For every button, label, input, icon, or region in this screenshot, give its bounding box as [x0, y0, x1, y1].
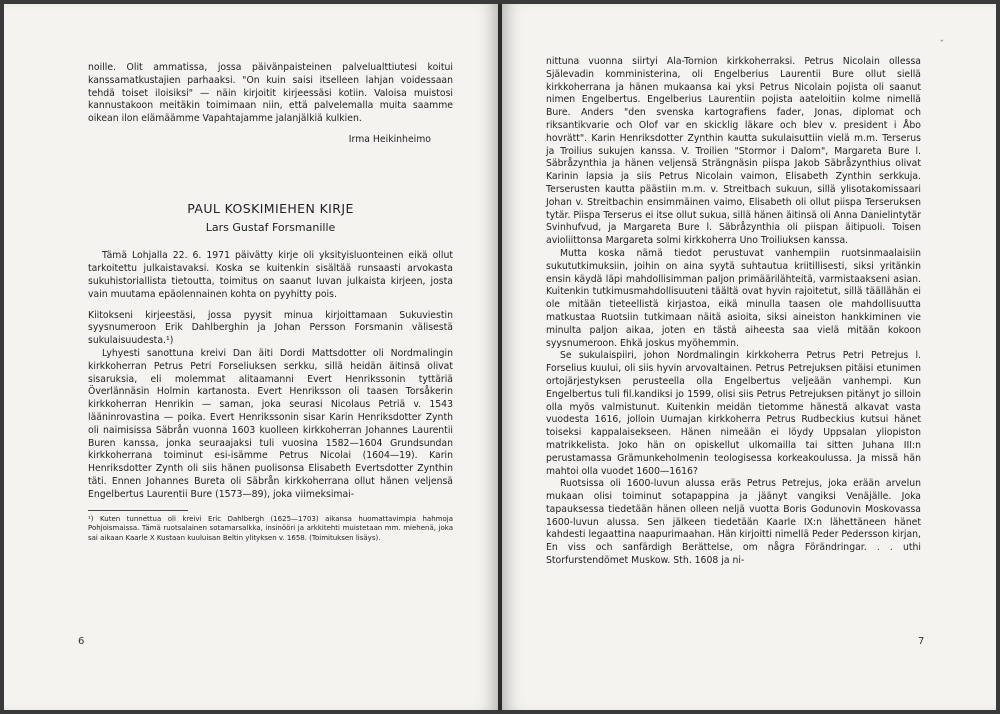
page-number: 7 [918, 636, 925, 647]
body-paragraph: Lyhyesti sanottuna kreivi Dan äiti Dordi Mattsdotter oli Nordmalingin kirkkoherran Petrus Petri Forseliuksen serkku, sillä heidän äitinsä olivat sisaruksia, eli molemmat alitaamanni Evert Henrikssonin tyttäriä Överlännäsin Holmin kartanosta. Evert Henriksson oli taasen Torsåkerin kirkkoherran Henrikin — saman, joka seurasi Nicolaus Petriä v. 1543 lääninrovastina — poika. Evert Henrikssonin sisar Karin Henriksdotter Zynth oli naimisissa Säbrån vuonna 1603 kuolleen kirkkoherran Johannes Laurentii Buren kanssa, jonka seuraajaksi tuli vuosina 1582—1604 Grundsundan kirkkoherrana toiminut esi-isämme Petrus Nicolai (1604—19). Karin Henriksdotter Zynth oli siis hänen puolisonsa Elisabeth Evertsdotter Zynthin täti. Ennen Johannes Bureta oli Säbrån kirkkoherrana ollut hänen veljensä Engelbertus Laurentii Bure (1573—89), joka viimeksimai- [88, 347, 453, 500]
body-paragraph: Tämä Lohjalla 22. 6. 1971 päivätty kirje oli yksityisluonteinen eikä ollut tarkoitettu julkaistavaksi. Koska se kuitenkin sisältää runsaasti arvokasta sukuhistoriallista tietoutta, toimitus on saanut luvan julkaista kirjeen, josta vain muutama epäolennainen kohta on pyyhitty pois. [88, 250, 453, 300]
left-page [4, 4, 498, 710]
body-paragraph: Se sukulaispiiri, johon Nordmalingin kirkkoherra Petrus Petri Petrejus l. Forselius kuului, oli siis hyvin arvovaltainen. Petrus Petrejuksen pitäisi etunimen ortojärjestyksen perusteella olla Engelbertus veljeään vanhempi. Kun Engelbertus tuli fil.kandiksi jo 1599, olisi siis Petrus Petrejuksen pitänyt jo silloin olla myös valmistunut. Kuitenkin meidän tietomme hänestä alkavat vasta vuodesta 1616, jolloin Uumajan kirkkoherra Petrus Rudbeckius kutsui hänet toiseksi kappalaisekseen. Hänen nimeään ei löydy Uppsalan yliopiston matrikkelista. Joko hän on opiskellut ulkomailla tai sitten Juhana III:n perustamassa Grämunkeholmenin teologisessa korkeakoulussa. Ja missä hän mahtoi olla vuodet 1600—1616? [546, 350, 921, 477]
article-author: Lars Gustaf Forsmanille [205, 220, 336, 234]
body-paragraph: nittuna vuonna siirtyi Ala-Tornion kirkkoherraksi. Petrus Nicolain ollessa Själevadin komministerina, oli Engelberius Laurentii Bure ollut siellä kirkkoherrana ja hänen mukaansa kai yksi Petrus Nicolain pojista oli saanut nimen Engelbertus. Engelberius Laurentiin pojista aateloitiin kolme nimellä Bure. Anders "den svenska kartografiens fader, Jonas, diplomat och riksantikvarie och Olof var en skicklig läkare och blev v. president i Åbo hovrätt". Karin Henriksdotter Zynthin kautta sukulaisuttiin vielä m.m. Terserus ja Troilius sukujen kanssa. V. Troilien "Stormor i Dalom", Margareta Bure l. Säbråzynthia ja hänen veljensä Strängnäsin piispa Jakob Säbråzynthius olivat Karinin lapsia ja siis Petrus Nicolain vaimon, Elisabeth Zynthin serkkuja. Terserusten kautta päästiin m.m. v. Streitbach sukuun, sillä ylisotakomissaari Johan v. Streitbachin ensimmäinen vaimo, Elisabeth oli ollut piispa Terseruksen tytär. Piispa Terserus ei itse ollut sukua, sillä hänen äitinsä oli Anna Danielintytär Svinhufvud, ja Margareta Bure l. Säbråzynthia oli piispan äitipuoli. Toisen avioliittonsa Margareta solmi kirkkoherra Uno Troiliuksen kanssa. [546, 56, 921, 247]
footnote-rule [88, 510, 188, 511]
article-title: PAUL KOSKIMIEHEN KIRJE [187, 200, 354, 216]
signature: Irma Heikinheimo [348, 133, 431, 145]
body-paragraph: Ruotsissa oli 1600-luvun alussa eräs Petrus Petrejus, joka erään arvelun mukaan olisi toiminut sotapappina ja jäänyt vangiksi Venäjälle. Joka tapauksessa tiedetään hänen olleen neljä vuotta Boris Godunovin Moskovassa 1600-luvun alussa. Sen jälkeen tiedetään Kaarle IX:n lähettäneen hänet kahdesti legaattina naapurimaahan. Hän kirjoitti nimellä Peder Pedersson kirjan, En viss och sanfärdigh Berättelse, om några Förändringar. . . uthi Storfurstendömet Muskow. Sth. 1608 ja ni- [546, 478, 921, 567]
right-page [502, 4, 996, 710]
intro-paragraph: noille. Olit ammatissa, jossa päivänpaisteinen palvelualttiutesi koitui kanssamatkustajien parhaaksi. "On kuin saisi itselleen lahjan voidessaan tehdä toiset iloisiksi" — näin kirjoitit kirjeessäsi kotiin. Valoisa muistosi kannustakoon meitäkin toimimaan niin, että palvelemalla muita saamme oikean ilon elämäämme Vapahtajamme jalanjälkiä kulkien. [88, 62, 453, 125]
corner-mark: ˇ [939, 40, 944, 50]
right-column [546, 56, 921, 568]
body-paragraph: Kiitokseni kirjeestäsi, jossa pyysit minua kirjoittamaan Sukuviestin syysnumeroon Erik Dahlberghin ja Johan Persson Forsmanin välisestä sukulaisuudesta.¹) [88, 309, 453, 347]
page-number: 6 [78, 636, 85, 647]
body-paragraph: Mutta koska nämä tiedot perustuvat vanhempiin ruotsinmaalaisiin sukututkimuksiin, joihin on aina syytä suhtautua kriitillisesti, siksi yritänkin ensin käydä läpi mahdollisimman paljon primäärilähteitä, varmistaakseni asian. Kuitenkin tutkimusmahdollisuuteni täältä ovat hyvin rajoitetut, sillä täällähän ei ole mitään tieteellistä kirjastoa, eikä minulla taasen ole mahdollisuutta matkustaa Ruotsiin tutkimaan näitä asioita, siksi aineiston hankkiminen vie minulta paljon aikaa, joten en tästä aiheesta saa vielä mitään kokoon syysnumeroon. Ehkä joskus myöhemmin. [546, 247, 921, 349]
footnote: ¹) Kuten tunnettua oli kreivi Eric Dahlbergh (1625—1703) aikansa huomattavimpia hahmoja Pohjoismaissa. Tämä ruotsalainen sotamarsalkka, insinööri ja arkkitehti muistetaan mm. miehenä, joka sai aikaan Kaarle X Kustaan kuuluisan Beltin ylityksen v. 1658. (Toimituksen lisäys). [88, 514, 453, 542]
left-column [88, 62, 453, 543]
